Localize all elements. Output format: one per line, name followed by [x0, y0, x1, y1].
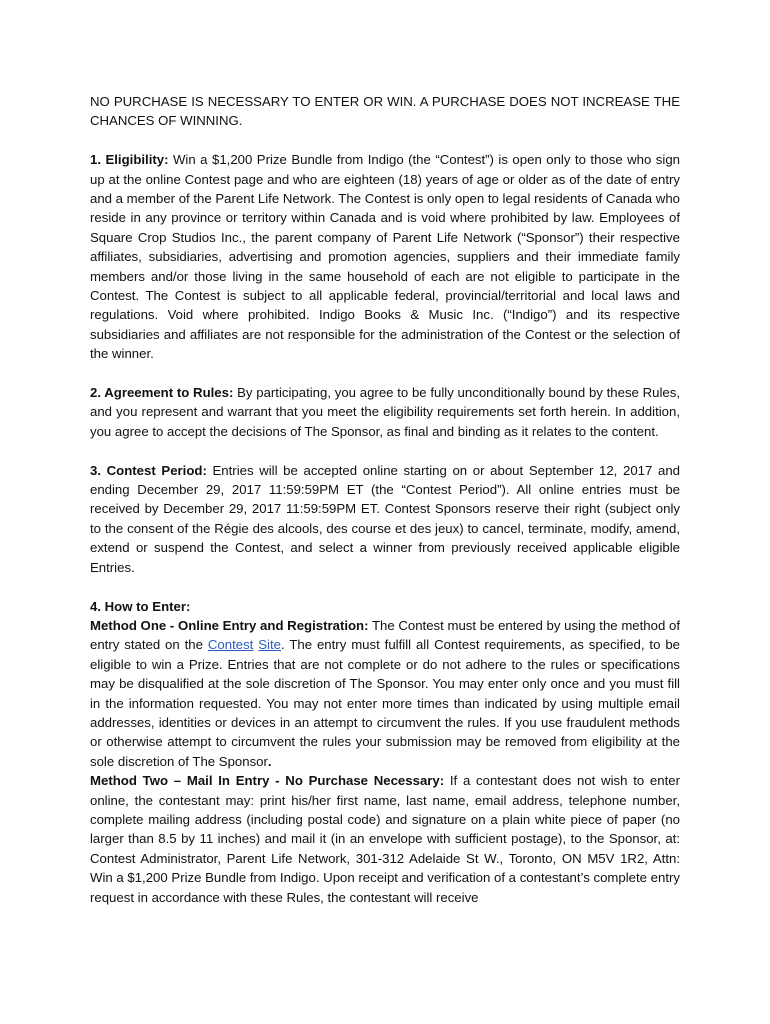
- method-two: [90, 771, 680, 907]
- method-two-heading: Method Two – Mail In Entry - No Purchase Necessary:: [90, 773, 445, 789]
- section-agreement: [90, 383, 680, 441]
- site-link[interactable]: Site: [258, 637, 281, 653]
- document-page: [90, 92, 680, 907]
- method-one-heading: Method One - Online Entry and Registration:: [90, 617, 369, 633]
- agreement-text: By participating, you agree to be fully unconditionally bound by these Rules, and you represent and warrant that you meet the eligibility requirements set forth herein. In addition, you agree to accept the decisions of The Sponsor, as final and binding as it relates to the content.: [90, 385, 680, 439]
- contest-period-text: Entries will be accepted online starting on or about September 12, 2017 and ending December 29, 2017 11:59:59PM ET (the “Contest Period”). All online entries must be received by December 29, 2017 11:59:59PM ET. Contest Sponsors reserve their right (subject only to the consent of the Régie des alcools, des course et des jeux) to cancel, terminate, modify, amend, extend or suspend the Contest, and select a winner from previously received applicable eligible Entries.: [90, 462, 680, 575]
- section-eligibility: [90, 150, 680, 363]
- method-two-text: If a contestant does not wish to enter online, the contestant may: print his/her first name, last name, email address, telephone number, complete mailing address (including postal code) and signature on a plain white piece of paper (no larger than 8.5 by 11 inches) and mail it (in an envelope with sufficient postage), to the Sponsor, at: Contest Administrator, Parent Life Network, 301-312 Adelaide St W., Toronto, ON M5V 1R2, Attn: Win a $1,200 Prize Bundle from Indigo. Upon receipt and verification of a contestant’s complete entry request in accordance with these Rules, the contestant will receive: [90, 773, 680, 905]
- method-one-end: .: [267, 753, 272, 769]
- method-one-text-b: . The entry must fulfill all Contest requirements, as specified, to be eligible to win a Prize. Entries that are not complete or do not adhere to the rules or specifications may be disqualified at the sole discretion of The Sponsor. You may enter only once and you must fill in the information requested. You may not enter more times than indicated by using multiple email addresses, identities or devices in an attempt to circumvent the rules. If you use fraudulent methods or otherwise attempt to circumvent the rules your submission may be removed from eligibility at the sole discretion of The Sponsor: [90, 637, 680, 769]
- how-to-enter-heading: 4. How to Enter:: [90, 598, 191, 614]
- eligibility-text: Win a $1,200 Prize Bundle from Indigo (the “Contest”) is open only to those who sign up at the online Contest page and who are eighteen (18) years of age or older as of the date of entry and a member of the Parent Life Network. The Contest is only open to legal residents of Canada who reside in any province or territory within Canada and is void where prohibited by law. Employees of Square Crop Studios Inc., the parent company of Parent Life Network (“Sponsor”) their respective affiliates, subsidiaries, advertising and promotion agencies, suppliers and their immediate family members and/or those living in the same household of each are not eligible to participate in the Contest. The Contest is subject to all applicable federal, provincial/territorial and local laws and regulations. Void where prohibited. Indigo Books & Music Inc. (“Indigo”) and its respective subsidiaries and affiliates are not responsible for the administration of the Contest or the selection of the winner.: [90, 152, 681, 362]
- eligibility-heading: 1. Eligibility:: [90, 152, 169, 168]
- method-one: [90, 616, 680, 771]
- contest-link[interactable]: Contest: [207, 637, 254, 653]
- section-contest-period: [90, 461, 680, 577]
- method-one-text-a: The Contest must be entered by using the method of entry stated on the: [90, 617, 680, 653]
- intro-notice: NO PURCHASE IS NECESSARY TO ENTER OR WIN. A PURCHASE DOES NOT INCREASE THE CHANCES OF WINNING.: [90, 94, 680, 129]
- agreement-heading: 2. Agreement to Rules:: [90, 385, 234, 401]
- contest-period-heading: 3. Contest Period:: [90, 462, 207, 478]
